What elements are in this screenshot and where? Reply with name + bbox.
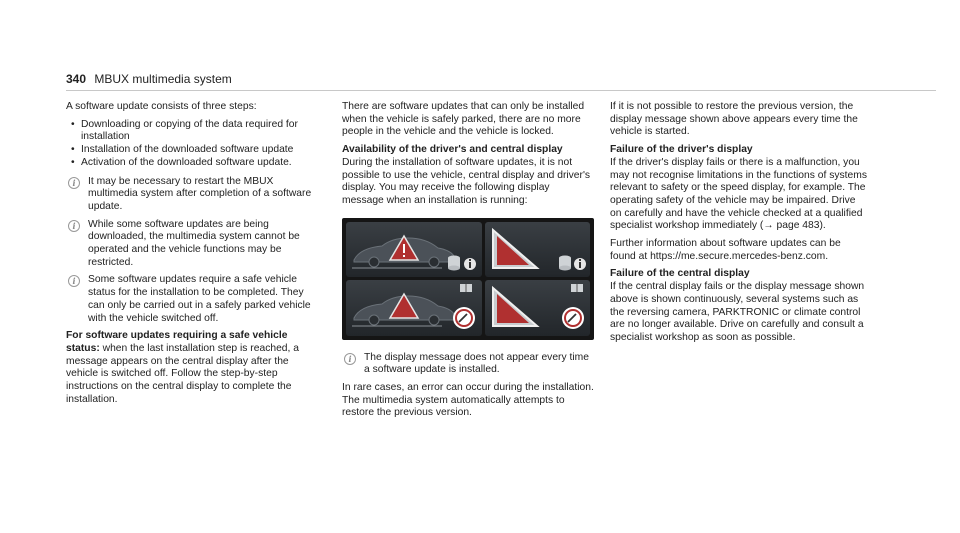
update-steps-intro: A software update consists of three steps: <box>66 101 257 112</box>
error-text: In rare cases, an error can occur during the installation. The multimedia system automatically attempts to restore the previous version. <box>342 382 594 419</box>
warning-triangle-icon <box>493 230 537 268</box>
info-icon <box>68 177 80 189</box>
safe-status-heading: For software updates requiring a safe vehicle status: <box>66 330 288 354</box>
availability-heading: Availability of the driver's and central display <box>342 144 563 156</box>
book-icon <box>460 284 472 292</box>
driver-display-failure-text: If the driver's display fails or there is a malfunction, you may not recognise limitations in the functions of systems relevant to safety or the speed display, for example. The operating safety of the vehicle may be impaired. Drive on carefully and have the vehicle checked at a qualified specialist workshop immediately (→ page 483). <box>610 156 867 232</box>
note-text: While some software updates are being downloaded, the multimedia system cannot be operated and the vehicle functions may be restricted. <box>88 218 300 268</box>
driver-display-failure-heading: Failure of the driver's display <box>610 144 753 156</box>
update-steps-list <box>66 119 322 170</box>
update-icon <box>453 307 475 329</box>
note-text: It may be necessary to restart the MBUX multimedia system after completion of a software update. <box>88 175 312 212</box>
info-icon <box>68 275 80 287</box>
info-icon <box>68 220 80 232</box>
list-item: • Downloading or copying of the data required for installation <box>66 119 322 144</box>
page-number: 340 <box>66 72 87 86</box>
display-message-screenshot <box>342 218 594 340</box>
column-3 <box>610 101 868 350</box>
driver-display-panel <box>346 222 482 277</box>
restore-failure-text: If it is not possible to restore the previous version, the display message shown above appears every time the vehicle is started. <box>610 101 858 138</box>
safe-status-paragraph <box>66 330 322 406</box>
database-icon <box>559 255 571 270</box>
info-circle-icon <box>464 258 476 270</box>
safe-status-text: when the last installation step is reached, a message appears on the central display after the vehicle is switched off. Follow the step-by-step instructions on the central display to complete the installation. <box>66 342 299 405</box>
note-text: Some software updates require a safe vehicle status for the installation to be completed. They can only be carried out in a safely parked vehicle with the vehicle switched off. <box>88 274 311 324</box>
parked-install-intro: There are software updates that can only be installed when the vehicle is safely parked, there are no more people in the vehicle and the vehicle is locked. <box>342 101 585 138</box>
book-icon <box>571 284 583 292</box>
page-header <box>66 72 232 86</box>
note-safe-status <box>66 274 322 325</box>
note-text: The display message does not appear every time a software update is installed. <box>364 351 589 376</box>
list-item: • Installation of the downloaded software update <box>66 144 322 157</box>
driver-display-update-panel <box>346 280 482 336</box>
column-1 <box>66 101 322 411</box>
list-item: • Activation of the downloaded software update. <box>66 157 322 170</box>
page-title: MBUX multimedia system <box>94 72 232 86</box>
info-icon <box>344 353 356 365</box>
central-display-failure-heading: Failure of the central display <box>610 268 750 280</box>
further-info-text: Further information about software updates can be found at https://me.secure.mercedes-benz.com. <box>610 238 841 262</box>
availability-text: During the installation of software updates, it is not possible to use the vehicle, central display and driver's display. You may receive the following display message when an installation is running: <box>342 156 591 206</box>
warning-triangle-icon <box>493 288 537 326</box>
database-icon <box>448 255 460 270</box>
central-display-panel <box>485 222 590 277</box>
central-display-update-panel <box>485 280 590 336</box>
note-display-message <box>342 352 594 377</box>
column-2 <box>342 101 594 425</box>
note-restart <box>66 176 322 214</box>
info-circle-icon <box>574 258 586 270</box>
header-divider <box>66 90 936 91</box>
update-icon <box>562 307 584 329</box>
note-download <box>66 219 322 270</box>
central-display-failure-text: If the central display fails or the display message shown above is shown continuously, several systems such as the reversing camera, PARKTRONIC or climate control are no longer available. Drive on carefully and consult a specialist workshop as soon as possible. <box>610 281 865 343</box>
